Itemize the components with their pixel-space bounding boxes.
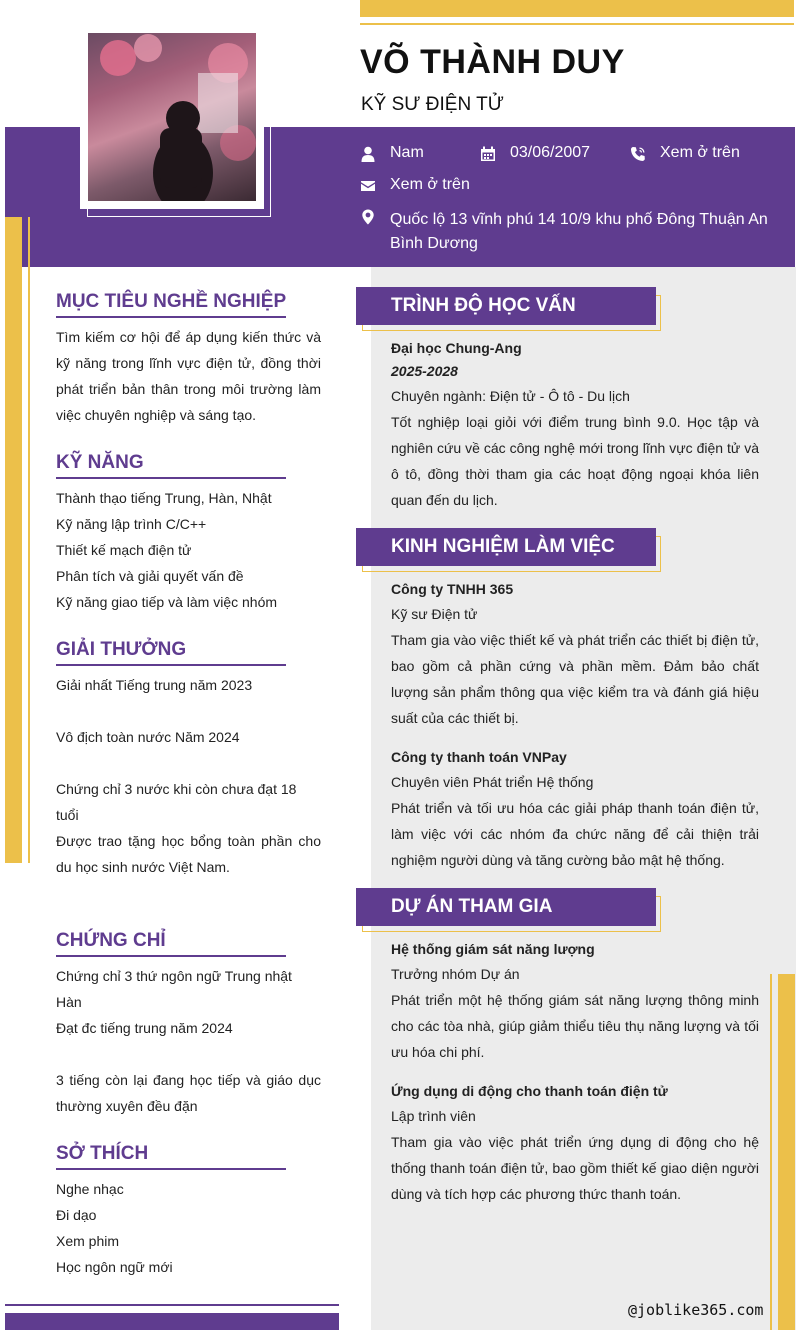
location-pin-icon xyxy=(360,208,376,226)
phone-value: Xem ở trên xyxy=(660,144,740,161)
top-accent-bar xyxy=(360,0,794,17)
skill-item: Kỹ năng giao tiếp và làm việc nhóm xyxy=(56,594,278,610)
experience-description: Phát triển và tối ưu hóa các giải pháp thanh toán điện tử, làm việc với các nhóm đa chức năng để cải thiện trải nghiệm người dùng và tăng cường bảo mật hệ thống. xyxy=(391,800,759,868)
skill-item: Phân tích và giải quyết vấn đề xyxy=(56,568,244,584)
experience-company: Công ty TNHH 365 xyxy=(391,581,514,597)
right-accent-bar xyxy=(778,974,795,1330)
experience-role: Chuyên viên Phát triển Hệ thống xyxy=(391,774,594,790)
education-title: TRÌNH ĐỘ HỌC VẤN xyxy=(356,287,656,325)
candidate-name: VÕ THÀNH DUY xyxy=(360,43,625,81)
email-icon xyxy=(360,177,376,195)
project-role: Trưởng nhóm Dự án xyxy=(391,966,520,982)
hobby-item: Xem phim xyxy=(56,1233,120,1249)
contact-email xyxy=(360,176,470,195)
experience-title: KINH NGHIỆM LÀM VIỆC xyxy=(356,528,656,566)
gender-value: Nam xyxy=(390,144,424,161)
certificate-item: Chứng chỉ 3 thứ ngôn ngữ Trung nhật Hàn xyxy=(56,968,292,1010)
certificates-underline xyxy=(56,955,286,957)
bottom-accent-bar xyxy=(5,1313,339,1330)
contact-address xyxy=(360,208,772,256)
skills-title: KỸ NĂNG xyxy=(56,452,144,473)
contact-gender xyxy=(360,144,424,163)
contact-phone xyxy=(630,144,740,163)
experience-company: Công ty thanh toán VNPay xyxy=(391,749,567,765)
address-value: Quốc lộ 13 vĩnh phú 14 10/9 khu phố Đông Thuận An Bình Dương xyxy=(390,211,768,252)
education-major: Chuyên ngành: Điện tử - Ô tô - Du lịch xyxy=(391,388,630,404)
profile-photo xyxy=(88,33,256,201)
project-name: Ứng dụng di động cho thanh toán điện tử xyxy=(391,1083,668,1099)
awards-underline xyxy=(56,664,286,666)
email-value: Xem ở trên xyxy=(390,176,470,193)
projects-title: DỰ ÁN THAM GIA xyxy=(356,888,656,926)
objective-title: MỤC TIÊU NGHỀ NGHIỆP xyxy=(56,291,287,312)
certificate-item: 3 tiếng còn lại đang học tiếp và giáo dục thường xuyên đều đặn xyxy=(56,1072,321,1114)
award-item: Chứng chỉ 3 nước khi còn chưa đạt 18 tuổi xyxy=(56,781,297,823)
top-accent-line xyxy=(360,23,794,25)
hobby-item: Nghe nhạc xyxy=(56,1181,124,1197)
skill-item: Kỹ năng lập trình C/C++ xyxy=(56,516,207,532)
bottom-accent-line xyxy=(5,1304,339,1306)
education-description: Tốt nghiệp loại giỏi với điểm trung bình 9.0. Học tập và nghiên cứu về các công nghệ mới trong lĩnh vực điện tử và ô tô, đồng thời tham gia các hoạt động ngoại khóa liên quan đến du lịch. xyxy=(391,414,759,508)
right-accent-line xyxy=(770,974,772,1330)
skills-underline xyxy=(56,477,286,479)
profile-photo-image xyxy=(88,33,256,201)
left-accent-bar xyxy=(5,217,22,863)
skill-item: Thiết kế mạch điện tử xyxy=(56,542,192,558)
award-item: Giải nhất Tiếng trung năm 2023 xyxy=(56,677,253,693)
certificate-item: Đạt đc tiếng trung năm 2024 xyxy=(56,1020,233,1036)
experience-role: Kỹ sư Điện tử xyxy=(391,606,478,622)
calendar-icon xyxy=(480,145,496,163)
phone-icon xyxy=(630,145,646,163)
left-accent-line xyxy=(28,217,30,863)
objective-text: Tìm kiếm cơ hội để áp dụng kiến thức và kỹ năng trong lĩnh vực điện tử, đồng thời phát triển bản thân trong môi trường làm việc chuyên nghiệp và sáng tạo. xyxy=(56,329,321,423)
candidate-job-title: KỸ SƯ ĐIỆN TỬ xyxy=(361,94,504,115)
hobby-item: Học ngôn ngữ mới xyxy=(56,1259,173,1275)
certificates-title: CHỨNG CHỈ xyxy=(56,930,166,951)
education-school: Đại học Chung-Ang xyxy=(391,340,522,356)
award-item: Được trao tặng học bổng toàn phần cho du học sinh nước Việt Nam. xyxy=(56,833,321,875)
education-years: 2025-2028 xyxy=(391,363,458,379)
hobbies-underline xyxy=(56,1168,286,1170)
hobbies-title: SỞ THÍCH xyxy=(56,1143,149,1164)
project-description: Phát triển một hệ thống giám sát năng lượng thông minh cho các tòa nhà, giúp giảm thiểu tiêu thụ năng lượng và tối ưu hóa chi phí. xyxy=(391,992,759,1060)
awards-title: GIẢI THƯỞNG xyxy=(56,639,187,660)
experience-description: Tham gia vào việc thiết kế và phát triển các thiết bị điện tử, bao gồm cả phần cứng và phần mềm. Đảm bảo chất lượng sản phẩm thông qua việc kiểm tra và đánh giá hiệu suất của các thiết bị. xyxy=(391,632,759,726)
project-role: Lập trình viên xyxy=(391,1108,476,1124)
skill-item: Thành thạo tiếng Trung, Hàn, Nhật xyxy=(56,490,272,506)
objective-underline xyxy=(56,316,286,318)
hobby-item: Đi dạo xyxy=(56,1207,97,1223)
project-name: Hệ thống giám sát năng lượng xyxy=(391,941,595,957)
birthdate-value: 03/06/2007 xyxy=(510,144,591,161)
award-item: Vô địch toàn nước Năm 2024 xyxy=(56,729,240,745)
contact-birthdate xyxy=(480,144,590,163)
user-icon xyxy=(360,145,376,163)
project-description: Tham gia vào việc phát triển ứng dụng di động cho hệ thống thanh toán điện tử, bao gồm thiết kế giao diện người dùng và tích hợp các phương thức thanh toán. xyxy=(391,1134,759,1202)
watermark: @joblike365.com xyxy=(628,1301,764,1319)
